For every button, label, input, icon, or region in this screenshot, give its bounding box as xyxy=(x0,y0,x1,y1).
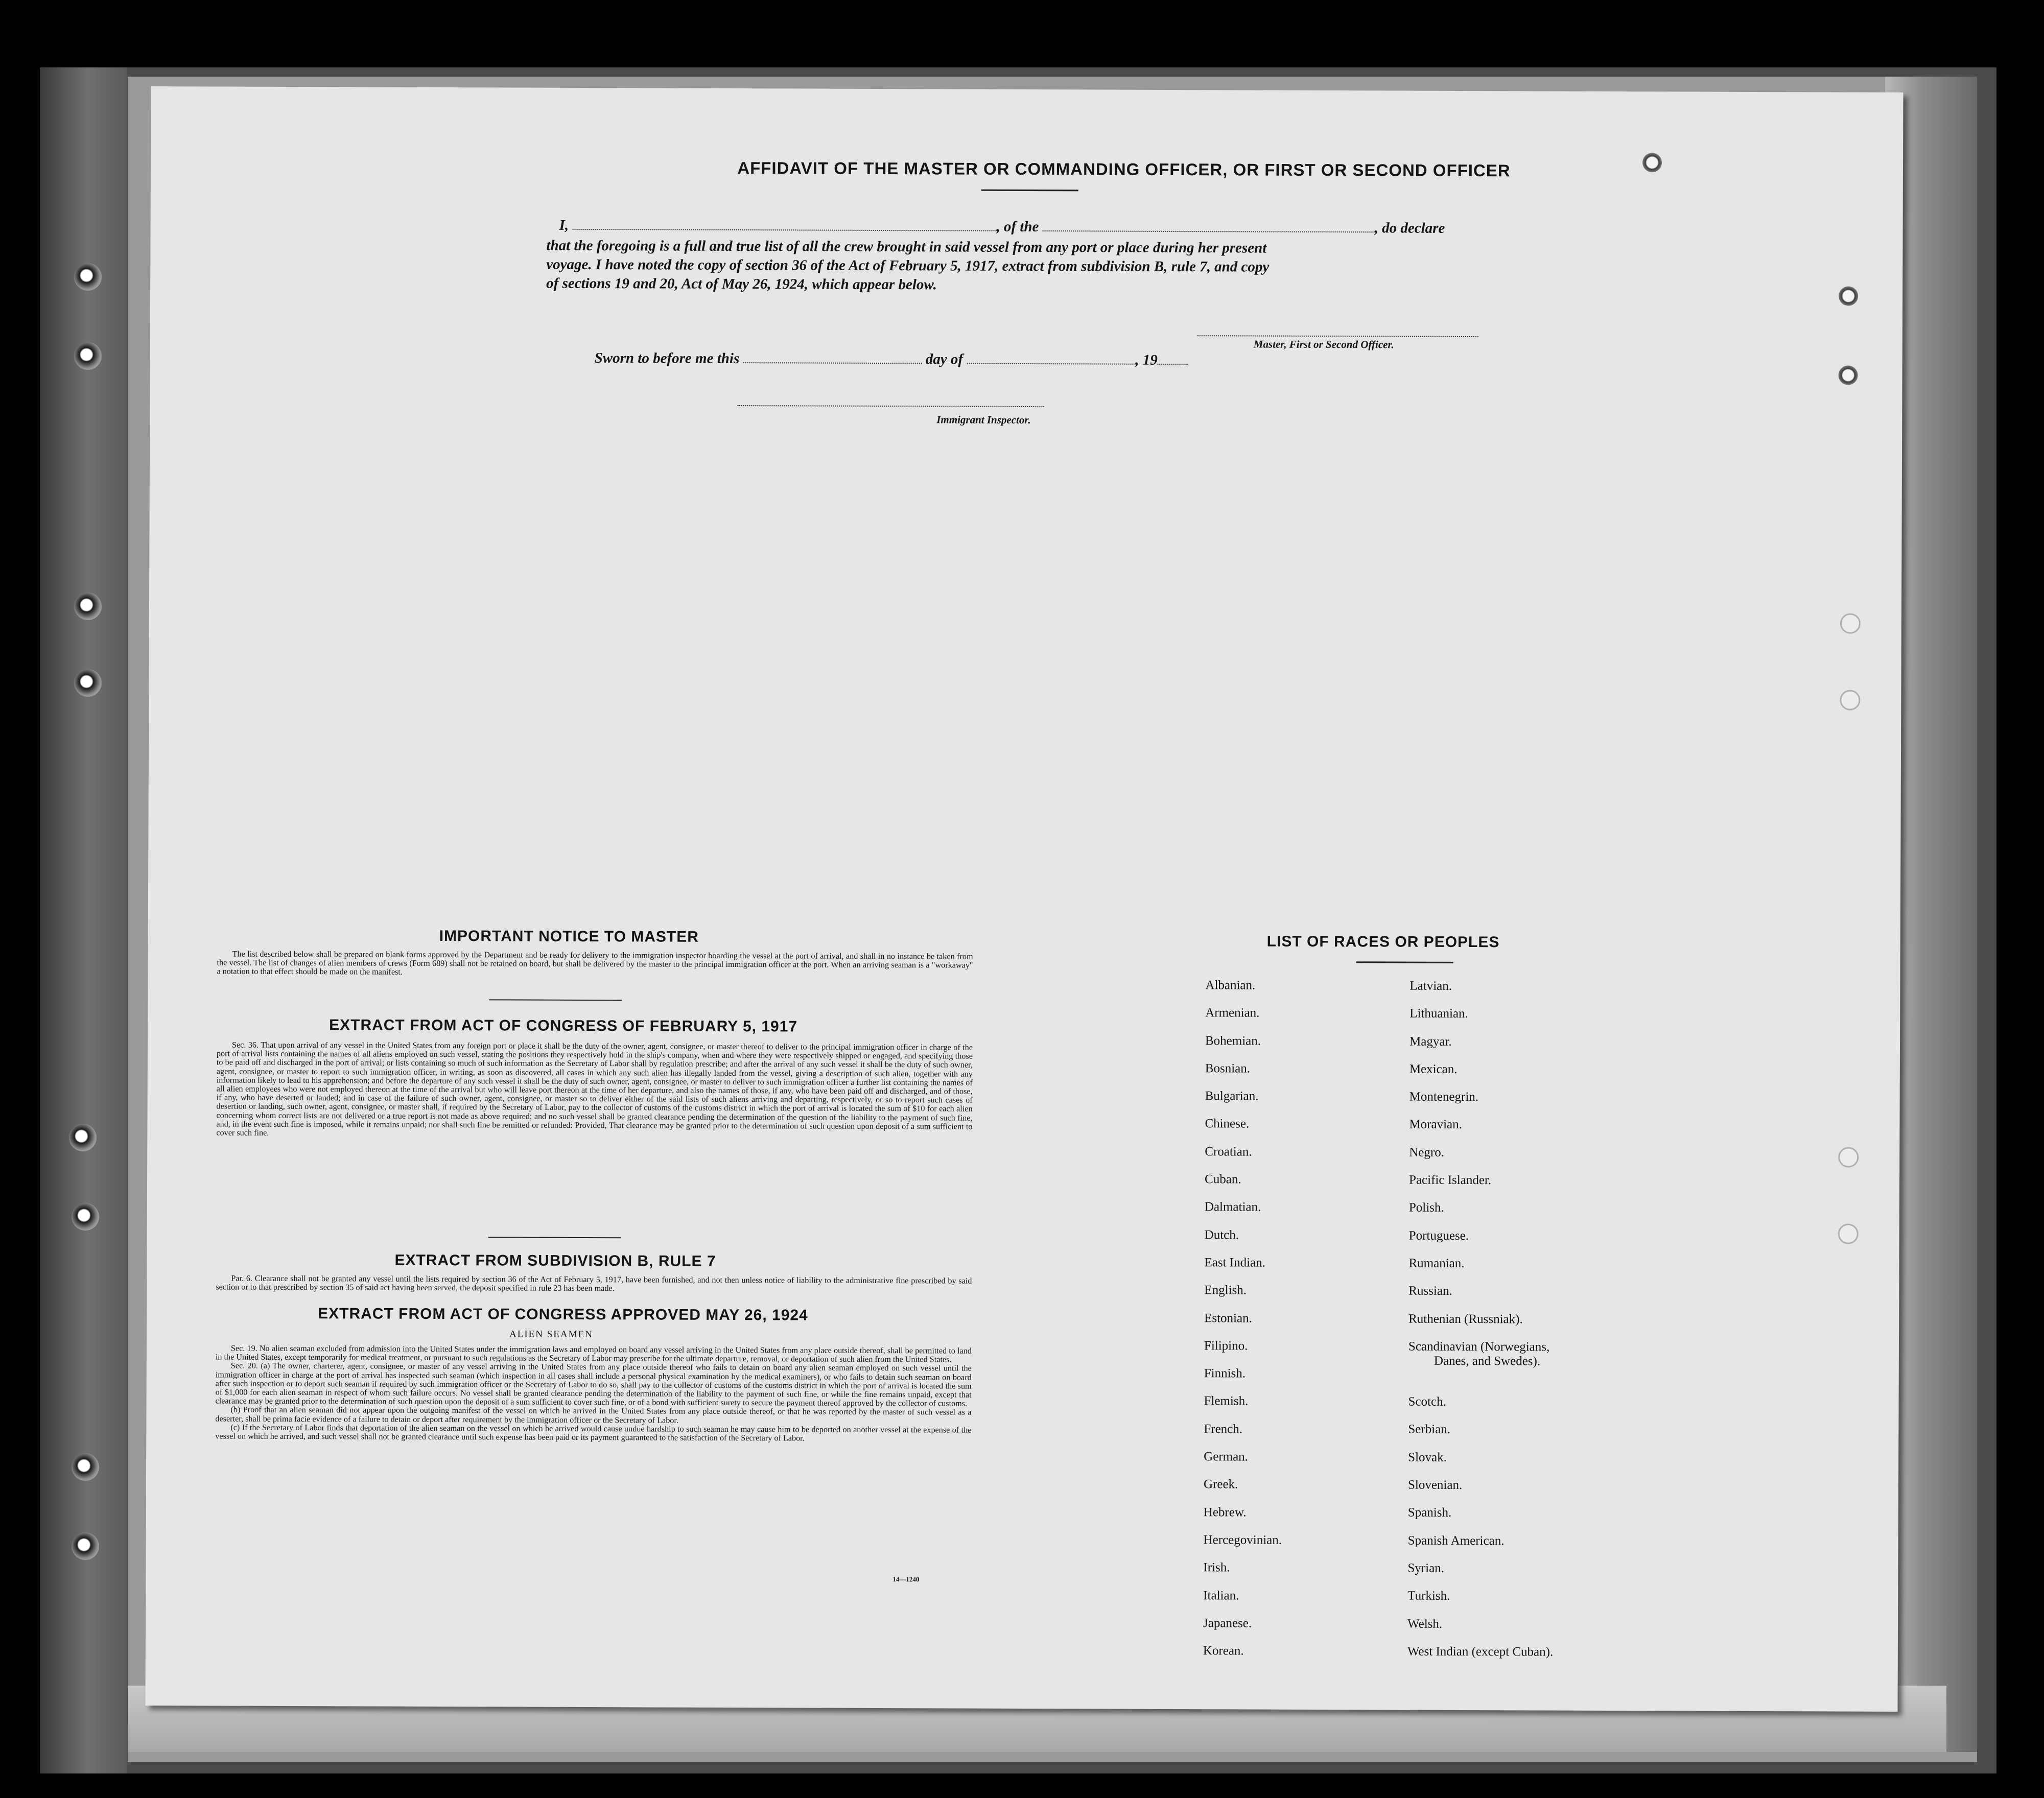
notice-text: The list described below shall be prepared on blank forms approved by the Department and be ready for delivery to the immigration inspector boarding the vessel at the port of arrival, and shall in no instance be taken from the vessel. The list of changes of alien members of crews (Form 689) shall not be retained on board, but shall be delivered by the master to the principal immigration officer at the port. When an arriving seaman is a "workaway" a notation to that effect should be made on the manifest. xyxy=(217,949,973,977)
race-item: Hebrew. xyxy=(1203,1505,1247,1520)
section-20a: Sec. 20. (a) The owner, charterer, agent, consignee, or master of any vessel arriving in the United States from any place outside thereof who fails to detain on board any alien seaman employed on such vessel until the immigration officer in charge at the port of arrival has inspected such seaman (which inspection in all cases shall include a personal physical examination by the medical examiners), or who fails to detain such seaman on board after such inspection or to deport such seaman if required by such immigration officer or the Secretary of Labor to do so, shall pay to the collector of customs of the customs district in which the port of arrival is located the sum of $1,000 for each alien seaman in respect of whom such failure occurs. No vessel shall be granted clearance pending the determination of the liability to the payment of such fine, or while the fine remains unpaid, except that clearance may be granted prior to the determination of such question upon the deposit of a sum sufficient to cover such fine, or of a bond with sufficient surety to secure the payment thereof approved by the collector of customs. xyxy=(215,1361,972,1408)
race-item: Scandinavian (Norwegians, xyxy=(1408,1339,1550,1354)
race-item: Negro. xyxy=(1409,1145,1445,1160)
race-item: Croatian. xyxy=(1205,1145,1252,1159)
extract-rule7-text: Par. 6. Clearance shall not be granted any vessel until the lists required by section 36 of the Act of February 5, 1917, have been furnished, and not then unless notice of liability to the administrative fine prescribed by said section or to that prescribed by section 35 of said act having been served, the deposit specified in rule 23 has been made. xyxy=(216,1273,972,1293)
race-item: Rumanian. xyxy=(1408,1256,1465,1270)
race-item: Flemish. xyxy=(1204,1394,1249,1408)
race-item: Armenian. xyxy=(1205,1006,1260,1020)
races-column-2 xyxy=(1407,979,1556,1672)
race-item: Japanese. xyxy=(1203,1616,1252,1630)
extract-1917-text: Sec. 36. That upon arrival of any vessel in the United States from any foreign port or place it shall be the duty of the owner, agent, consignee, or master thereof to deliver to the principal immigration officer in charge of the port of arrival lists containing the names of all aliens employed on such vessel, stating the positions they respectively hold in the ship's company, when and where they were respectively shipped or engaged, and specifying those to be paid off and discharged in the port of arrival; or lists containing so much of such information as the Secretary of Labor shall by regulation prescribe; and after the arrival of any such vessel it shall be the duty of such owner, agent, consignee, or master to report to such immigration officer, in writing, as soon as discovered, all cases in which any such alien has illegally landed from the vessel, giving a description of such alien, together with any information likely to lead to his apprehension; and before the departure of any such vessel it shall be the duty of such owner, agent, consignee, or master to deliver to such immigration officer a further list containing the names of all alien employees who were not employed thereon at the time of the arrival but who will leave port thereon at the time of her departure, and also the names of those, if any, who have been paid off and discharged, and of those, if any, who have deserted or landed; and in case of the failure of such owner, agent, consignee, or master so to deliver either of the said lists of such aliens arriving and departing, respectively, or so to report such cases of desertion or landing, such owner, agent, consignee, or master shall, if required by the Secretary of Labor, pay to the collector of customs of the customs district in which the port of arrival is located the sum of $10 for each alien concerning whom correct lists are not delivered or a true report is not made as above required; and no such vessel shall be granted clearance pending the determination of the question of the liability to the payment of such fine, and, in the event such fine is imposed, while it remains unpaid; nor shall such fine be remitted or refunded: Provided, That clearance may be granted prior to the determination of such question upon deposit of a sum sufficient to cover such fine. xyxy=(216,1040,973,1138)
race-item: Russian. xyxy=(1408,1284,1452,1298)
master-signature-label: Master, First or Second Officer. xyxy=(1253,338,1394,351)
race-item: Danes, and Swedes). xyxy=(1434,1354,1541,1368)
race-item: Mexican. xyxy=(1409,1062,1458,1076)
extract-rule7-heading: EXTRACT FROM SUBDIVISION B, RULE 7 xyxy=(394,1251,716,1270)
race-item: Magyar. xyxy=(1409,1034,1452,1049)
declaration-mid: , of the xyxy=(996,218,1039,235)
race-item: Bulgarian. xyxy=(1205,1089,1259,1103)
sworn-end: , 19 xyxy=(1135,351,1158,368)
race-item: Syrian. xyxy=(1407,1561,1445,1575)
punch-hole-icon xyxy=(1838,1147,1859,1168)
binder-hole-icon xyxy=(74,593,102,620)
binder-hole-icon xyxy=(74,342,102,370)
race-item: Greek. xyxy=(1203,1477,1238,1492)
race-item: Italian. xyxy=(1203,1588,1239,1603)
alien-seamen-subheading: ALIEN SEAMEN xyxy=(509,1329,593,1340)
race-item: Hercegovinian. xyxy=(1203,1533,1282,1547)
punch-hole-icon xyxy=(1642,153,1662,172)
section-19: Sec. 19. No alien seaman excluded from admission into the United States under the immigration laws and employed on board any vessel arriving in the United States from any place outside thereof, shall be permitted to land in the United States, except temporarily for medical treatment, or pursuant to such regulations as the Secretary of Labor may prescribe for the ultimate departure, removal, or deportation of such alien from the United States. xyxy=(215,1343,972,1364)
section-20c: (c) If the Secretary of Labor finds that deportation of the alien seaman on the vessel on which he arrived would cause undue hardship to such seaman he may cause him to be deported on another vessel at the expense of the vessel on which he arrived, and such vessel shall not be granted clearance until such expense has been paid or its payment guaranteed to the satisfaction of the Secretary of Labor. xyxy=(215,1423,972,1443)
master-signature-line[interactable] xyxy=(1197,325,1478,337)
race-item: Ruthenian (Russniak). xyxy=(1408,1312,1523,1326)
punch-hole-icon xyxy=(1839,366,1858,385)
punch-hole-icon xyxy=(1840,613,1861,634)
sworn-line xyxy=(595,348,1188,370)
race-item: Chinese. xyxy=(1205,1117,1250,1131)
race-item: Scotch. xyxy=(1408,1394,1446,1409)
race-item: Korean. xyxy=(1203,1644,1244,1658)
race-item: Bohemian. xyxy=(1205,1033,1261,1048)
binder-strip xyxy=(40,67,127,1773)
race-item: German. xyxy=(1204,1450,1249,1464)
binder-hole-icon xyxy=(69,1124,97,1151)
race-item: Dutch. xyxy=(1204,1227,1239,1242)
race-item: Lithuanian. xyxy=(1409,1006,1468,1021)
race-item: Slovak. xyxy=(1408,1450,1447,1464)
race-item: English. xyxy=(1204,1283,1247,1297)
race-item: Irish. xyxy=(1203,1560,1230,1575)
section-rule xyxy=(488,1237,621,1238)
declaration-end: , do declare xyxy=(1374,220,1445,236)
name-blank[interactable] xyxy=(572,219,996,231)
punch-hole-icon xyxy=(1839,287,1858,306)
vessel-blank[interactable] xyxy=(1043,220,1375,232)
binder-hole-icon xyxy=(72,1203,99,1231)
races-column-1 xyxy=(1203,978,1284,1671)
race-item: Montenegrin. xyxy=(1409,1090,1479,1104)
sworn-day-blank[interactable] xyxy=(743,352,922,364)
declaration-line-1 xyxy=(559,216,1445,238)
affidavit-page xyxy=(145,86,1903,1712)
race-item: Pacific Islander. xyxy=(1409,1173,1492,1188)
race-item: Serbian. xyxy=(1408,1423,1451,1437)
races-rule xyxy=(1356,961,1453,963)
extract-1924-heading: EXTRACT FROM ACT OF CONGRESS APPROVED MAY 26, 1924 xyxy=(318,1305,808,1324)
extract-1924-text xyxy=(215,1344,972,1443)
punch-hole-icon xyxy=(1838,1224,1859,1244)
race-item: Spanish American. xyxy=(1407,1533,1505,1548)
race-item: Welsh. xyxy=(1407,1617,1443,1631)
notice-heading: IMPORTANT NOTICE TO MASTER xyxy=(439,928,699,945)
sworn-start: Sworn to before me this xyxy=(594,350,740,367)
race-item: Moravian. xyxy=(1409,1118,1462,1132)
race-item: Latvian. xyxy=(1409,979,1452,993)
race-item: Finnish. xyxy=(1204,1366,1246,1381)
race-item: Estonian. xyxy=(1204,1311,1252,1326)
extract-1917-heading: EXTRACT FROM ACT OF CONGRESS OF FEBRUARY 5, 1917 xyxy=(329,1016,798,1035)
races-heading: LIST OF RACES OR PEOPLES xyxy=(1266,933,1500,951)
section-20b: (b) Proof that an alien seaman did not appear upon the outgoing manifest of the vessel on which he arrived in the United States from any place outside thereof, or that he was reported by the master of such vessel as a deserter, shall be prima facie evidence of a failure to detain or deport after requirement by the immigration officer or the Secretary of Labor. xyxy=(215,1405,972,1425)
declaration-line-4: of sections 19 and 20, Act of May 26, 1924, which appear below. xyxy=(546,275,937,293)
race-item: Dalmatian. xyxy=(1204,1200,1261,1214)
sworn-mid: day of xyxy=(925,351,964,368)
race-item: Portuguese. xyxy=(1408,1228,1469,1243)
inspector-signature-line[interactable] xyxy=(737,395,1044,407)
sworn-year-blank[interactable] xyxy=(1158,353,1188,365)
binder-hole-icon xyxy=(72,1532,99,1560)
race-item: East Indian. xyxy=(1204,1256,1265,1270)
race-item: Filipino. xyxy=(1204,1339,1248,1353)
inspector-label: Immigrant Inspector. xyxy=(936,413,1031,427)
race-item: Bosnian. xyxy=(1205,1061,1251,1076)
race-item: Polish. xyxy=(1408,1201,1444,1215)
section-rule xyxy=(489,999,622,1001)
declaration-start: I, xyxy=(559,217,569,233)
binder-hole-icon xyxy=(72,1453,99,1481)
affidavit-title: AFFIDAVIT OF THE MASTER OR COMMANDING OFFICER, OR FIRST OR SECOND OFFICER xyxy=(737,158,1511,180)
title-rule xyxy=(981,190,1078,192)
race-item: Spanish. xyxy=(1407,1505,1452,1520)
race-item: West Indian (except Cuban). xyxy=(1407,1644,1554,1659)
binder-hole-icon xyxy=(74,263,102,291)
binder-hole-icon xyxy=(74,669,102,697)
race-item: French. xyxy=(1204,1422,1243,1436)
race-item: Albanian. xyxy=(1205,978,1256,992)
race-item: Cuban. xyxy=(1205,1172,1241,1187)
sworn-month-blank[interactable] xyxy=(967,353,1135,365)
punch-hole-icon xyxy=(1840,690,1860,711)
race-item: Turkish. xyxy=(1407,1589,1450,1603)
declaration-line-2: that the foregoing is a full and true list of all the crew brought in said vessel from any port or place during her present xyxy=(546,237,1267,256)
form-number: 14—1240 xyxy=(892,1575,920,1583)
declaration-line-3: voyage. I have noted the copy of section 36 of the Act of February 5, 1917, extract from subdivision B, rule 7, and copy xyxy=(546,256,1270,275)
race-item: Slovenian. xyxy=(1407,1478,1463,1493)
